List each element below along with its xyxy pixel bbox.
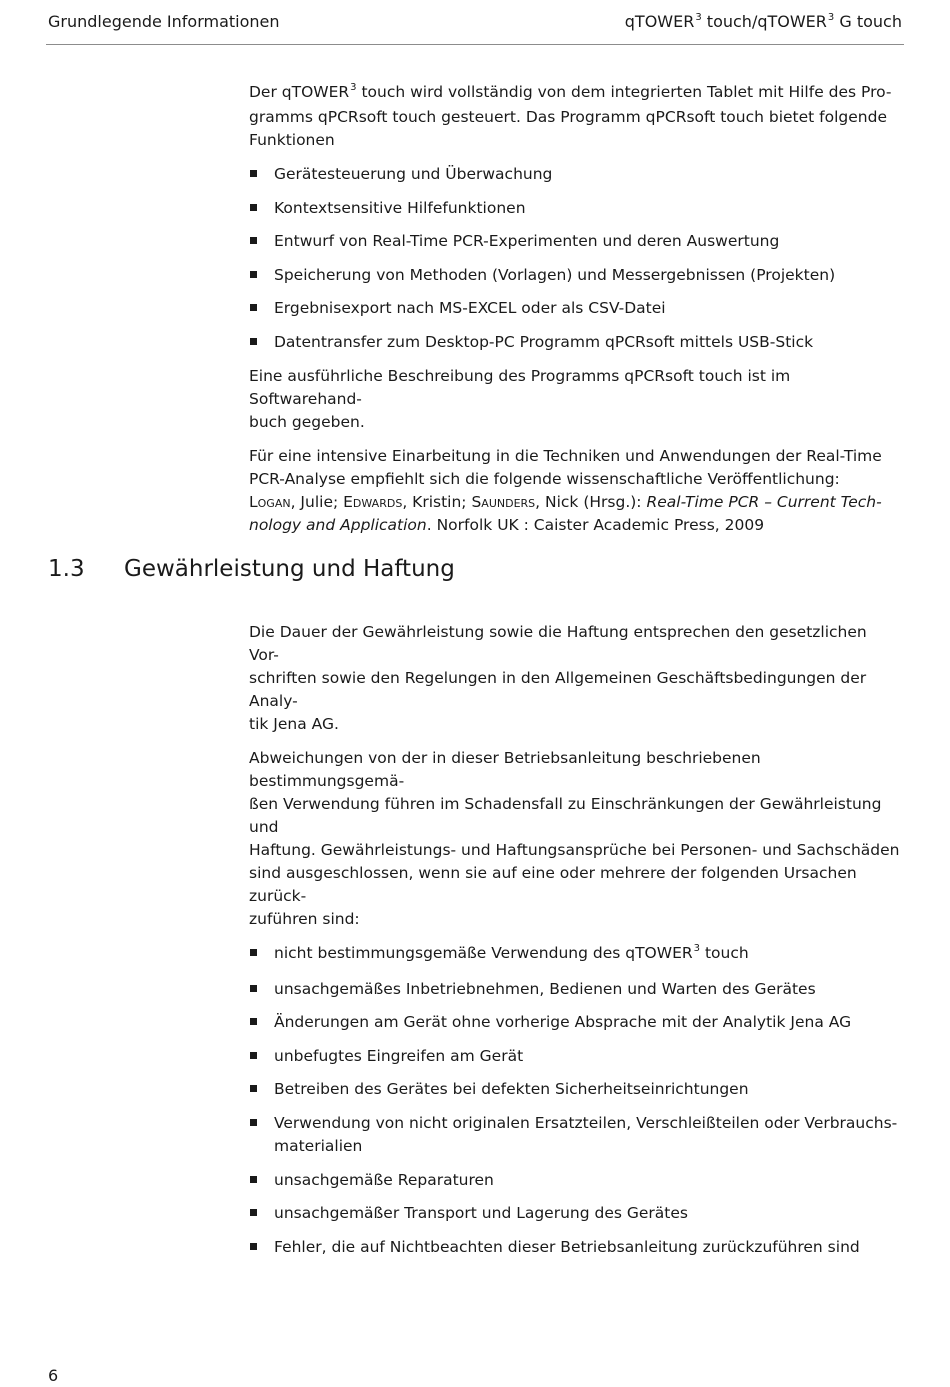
bullet-square-icon xyxy=(250,1243,257,1250)
warranty-paragraph-2 xyxy=(249,747,901,931)
section-number: 1.3 xyxy=(48,556,85,582)
text-run: , Kristin; xyxy=(402,492,472,511)
section-title: Gewährleistung und Haftung xyxy=(124,556,455,582)
exclusion-causes-list xyxy=(249,942,901,1259)
header-superscript: 3 xyxy=(695,12,702,23)
list-item xyxy=(249,1078,901,1101)
list-item xyxy=(249,1236,901,1259)
text-run: Abweichungen von der in dieser Betriebsanleitung beschriebenen bestimmungsgemä- xyxy=(249,749,761,790)
list-item-text: Verwendung von nicht originalen Ersatzteilen, Verschleißteilen oder Verbrauchs- xyxy=(274,1113,898,1132)
header-chapter-title: Grundlegende Informationen xyxy=(48,12,280,31)
text-run: tik Jena AG. xyxy=(249,715,339,733)
bullet-square-icon xyxy=(250,237,257,244)
header-product-part: touch/qTOWER xyxy=(701,12,827,31)
text-run: Haftung. Gewährleistungs- und Haftungsansprüche bei Personen- und Sachschäden xyxy=(249,841,900,859)
bullet-square-icon xyxy=(250,1209,257,1216)
bullet-square-icon xyxy=(250,338,257,345)
text-run: Die Dauer der Gewährleistung sowie die Haftung entsprechen den gesetzlichen Vor- xyxy=(249,623,867,664)
superscript: 3 xyxy=(350,82,357,93)
list-item-text: unsachgemäßes Inbetriebnehmen, Bedienen und Warten des Gerätes xyxy=(274,979,816,998)
list-item-text: unsachgemäße Reparaturen xyxy=(274,1170,494,1189)
publisher-info: . Norfolk UK : Caister Academic Press, 2009 xyxy=(426,515,765,534)
list-item xyxy=(249,297,901,320)
list-item-text: Betreiben des Gerätes bei defekten Sicherheitseinrichtungen xyxy=(274,1080,749,1099)
list-item xyxy=(249,942,901,967)
text-run: PCR-Analyse empfiehlt sich die folgende wissenschaftliche Veröffentlichung: xyxy=(249,469,840,488)
author-name: Saunders xyxy=(471,492,536,511)
list-item-text: unbefugtes Eingreifen am Gerät xyxy=(274,1046,524,1065)
bullet-square-icon xyxy=(250,1018,257,1025)
publication-title: Real-Time PCR – Current Tech- xyxy=(646,492,882,511)
text-run: , Nick (Hrsg.): xyxy=(535,492,647,511)
reference-paragraph xyxy=(249,445,901,537)
list-item-text: Gerätesteuerung und Überwachung xyxy=(274,165,553,183)
header-product-name xyxy=(625,12,902,31)
list-item xyxy=(249,163,901,186)
list-item-text: Ergebnisexport nach MS-EXCEL oder als CSV-Datei xyxy=(274,299,666,318)
bullet-square-icon xyxy=(250,304,257,311)
text-run: touch wird vollständig von dem integrierten Tablet mit Hilfe des Pro- xyxy=(356,83,892,101)
bullet-square-icon xyxy=(250,1119,257,1126)
publication-title: nology and Application xyxy=(249,515,427,534)
text-run: schriften sowie den Regelungen in den Allgemeinen Geschäftsbedingungen der Analy- xyxy=(249,669,867,710)
text-run: gramms qPCRsoft touch gesteuert. Das Programm qPCRsoft touch bietet folgende xyxy=(249,108,887,126)
warranty-paragraph-1 xyxy=(249,621,901,736)
list-item-text: nicht bestimmungsgemäße Verwendung des qTOWER xyxy=(274,944,693,962)
bullet-square-icon xyxy=(250,985,257,992)
bullet-square-icon xyxy=(250,271,257,278)
text-run: Für eine intensive Einarbeitung in die Techniken und Anwendungen der Real-Time xyxy=(249,446,882,465)
bullet-square-icon xyxy=(250,949,257,956)
text-run: , Julie; xyxy=(290,492,344,511)
page-number: 6 xyxy=(48,1366,59,1385)
bullet-square-icon xyxy=(250,1052,257,1059)
text-run: Der qTOWER xyxy=(249,83,350,101)
list-item-text: Datentransfer zum Desktop-PC Programm qPCRsoft mittels USB-Stick xyxy=(274,332,814,351)
list-item-text: Entwurf von Real-Time PCR-Experimenten und deren Auswertung xyxy=(274,232,780,251)
list-item xyxy=(249,1169,901,1192)
list-item-text: Speicherung von Methoden (Vorlagen) und Messergebnissen (Projekten) xyxy=(274,265,836,284)
superscript: 3 xyxy=(693,943,701,954)
text-run: ßen Verwendung führen im Schadensfall zu Einschränkungen der Gewährleistung und xyxy=(249,795,882,836)
author-name: Logan xyxy=(249,492,291,511)
text-run: buch gegeben. xyxy=(249,412,365,431)
list-item xyxy=(249,230,901,253)
list-item-text: Fehler, die auf Nichtbeachten dieser Betriebsanleitung zurückzuführen sind xyxy=(274,1237,860,1256)
list-item-text: unsachgemäßer Transport und Lagerung des Gerätes xyxy=(274,1204,688,1223)
author-name: Edwards xyxy=(343,492,403,511)
intro-section xyxy=(249,81,901,537)
list-item-text: Kontextsensitive Hilfefunktionen xyxy=(274,198,526,217)
list-item-text: materialien xyxy=(274,1136,363,1155)
section-heading xyxy=(48,556,455,582)
list-item xyxy=(249,1045,901,1068)
intro-paragraph xyxy=(249,81,901,152)
list-item xyxy=(249,1112,901,1158)
bullet-square-icon xyxy=(250,1176,257,1183)
text-run: zuführen sind: xyxy=(249,910,360,928)
bullet-square-icon xyxy=(250,170,257,177)
list-item-text: Änderungen am Gerät ohne vorherige Absprache mit der Analytik Jena AG xyxy=(274,1013,852,1032)
bullet-square-icon xyxy=(250,1085,257,1092)
list-item xyxy=(249,978,901,1001)
header-product-part: qTOWER xyxy=(624,12,695,31)
list-item xyxy=(249,197,901,220)
page-header xyxy=(46,10,904,45)
manual-note-paragraph xyxy=(249,365,901,434)
warranty-section xyxy=(249,621,901,1269)
text-run: Funktionen xyxy=(249,131,335,149)
bullet-square-icon xyxy=(250,204,257,211)
functions-list xyxy=(249,163,901,354)
list-item xyxy=(249,1202,901,1225)
header-product-part: G touch xyxy=(834,12,902,31)
list-item xyxy=(249,331,901,354)
header-superscript: 3 xyxy=(827,12,835,23)
list-item xyxy=(249,264,901,287)
text-run: Eine ausführliche Beschreibung des Programms qPCRsoft touch ist im Softwarehand- xyxy=(249,366,791,408)
list-item xyxy=(249,1011,901,1034)
text-run: sind ausgeschlossen, wenn sie auf eine oder mehrere der folgenden Ursachen zurück- xyxy=(249,864,857,905)
list-item-text: touch xyxy=(700,944,749,962)
